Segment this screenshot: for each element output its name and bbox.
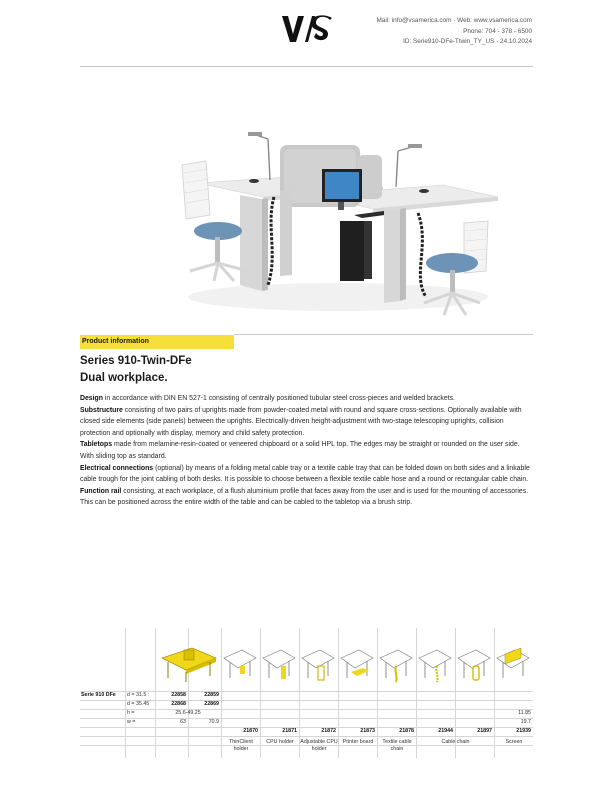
accessory-label: Screen: [505, 739, 523, 745]
desc-term: Function rail: [80, 487, 122, 495]
table-grid-line: [80, 709, 533, 710]
product-table: [80, 628, 533, 758]
product-image: [168, 125, 504, 325]
accessory-code: 21870: [243, 728, 258, 734]
contact-id: ID: Serie910-DFe-Ttwin_TY_US · 24.10.2024: [403, 38, 532, 45]
table-grid-line: [80, 736, 533, 737]
desc-text: (optional) by means of a folding metal cable tray or a textile cable tray that can be folded down on both sides and a linkable cable trough for the joint cabling of both desks. It is possible to choose between a flexible textile cable hose and a round or rectangular cable chain.: [80, 464, 530, 484]
desc-term: Substructure: [80, 406, 123, 414]
desc-paragraph: [80, 463, 533, 486]
desc-paragraph: [80, 405, 533, 440]
adjustable-cpu-holder-thumbnail: [300, 636, 336, 684]
header-divider: [80, 66, 533, 67]
printer-board-thumbnail: [339, 636, 375, 684]
accessory-label: CPU holder: [266, 739, 294, 745]
desc-text: in accordance with DIN EN 527-1 consisting of centrally positioned tubular steel cross-pieces and welded brackets.: [102, 395, 455, 402]
desc-term: Electrical connections: [80, 464, 154, 472]
height-value: 25.6-49.25: [175, 710, 201, 716]
dim-label: h =: [127, 710, 135, 716]
section-tag: Product information: [80, 335, 234, 349]
series-label: Serie 910 DFe: [81, 692, 116, 698]
accessory-label: Printer board: [342, 739, 374, 745]
contact-phone: Phone: 704 - 378 - 6500: [463, 27, 532, 35]
article-code: 22859: [204, 692, 219, 698]
accessory-code: 21944: [438, 728, 453, 734]
accessory-code: 21939: [516, 728, 531, 734]
dim-label: w =: [127, 719, 136, 725]
accessory-code: 21871: [282, 728, 297, 734]
section-divider: [234, 334, 533, 335]
accessory-code: 21872: [321, 728, 336, 734]
desc-paragraph: [80, 439, 533, 462]
accessory-code: 21873: [360, 728, 375, 734]
dim-label: d = 31.5 :: [127, 692, 150, 698]
product-title: Series 910-Twin-DFe: [80, 355, 192, 367]
desc-paragraph: [80, 393, 533, 405]
desc-text: made from melamine-resin-coated or veneered chipboard or a solid HPL top. The edges may be straight or rounded on the user side. With sliding top as standard.: [80, 441, 520, 460]
article-code: 22858: [171, 692, 186, 698]
product-subtitle: Dual workplace.: [80, 372, 168, 384]
article-code: 22868: [171, 701, 186, 707]
accessory-label: Cable chain: [441, 739, 470, 745]
desc-term: Tabletops: [80, 441, 113, 449]
accessory-label: ThinClient holder: [229, 739, 253, 752]
accessory-label: Textile cable chain: [382, 739, 412, 752]
product-description: [80, 393, 533, 509]
cable-chain-variant-thumbnail: [456, 636, 492, 684]
accessory-label: Adjustable CPU holder: [300, 739, 338, 752]
table-grid-line: [80, 718, 533, 719]
cable-chain-thumbnail: [417, 636, 453, 684]
cpu-holder-thumbnail: [261, 636, 297, 684]
width-value: 63: [180, 719, 186, 725]
thinclient-holder-thumbnail: [222, 636, 258, 684]
desc-text: consisting, at each workplace, of a flush aluminium profile that faces away from the user and is used for the mounting of accessories. This can be positioned across the entire width of the table and can be cabled to the tabletop via a brush strip.: [80, 487, 529, 507]
vs-logo: [281, 14, 333, 44]
contact-mail-web: Mail: info@vsamerica.com · Web: www.vsamerica.com: [376, 17, 532, 24]
accessory-code: 21897: [477, 728, 492, 734]
desk-variant-thumbnail: [158, 636, 220, 684]
desc-term: Design: [80, 395, 103, 402]
contact-block: [376, 16, 532, 48]
screen-thumbnail: [495, 636, 531, 684]
screen-height-value: 11.85: [518, 710, 531, 716]
accessory-code: 21878: [399, 728, 414, 734]
width-value: 70.9: [208, 719, 219, 725]
desc-text: consisting of two pairs of uprights made from powder-coated metal with round and square cross-sections. Optionally available with closed side elements (side panels) between the uprights. Electrically-driven height-adjustment with two-stage telescoping uprights, collision protection and optionally with display, memory and child safety protection.: [80, 406, 522, 437]
dim-label: d = 35.45: [127, 701, 150, 707]
desc-paragraph: [80, 486, 533, 509]
textile-cable-chain-thumbnail: [378, 636, 414, 684]
product-title-block: [80, 353, 192, 387]
screen-width-value: 19.7: [520, 719, 531, 725]
article-code: 22869: [204, 701, 219, 707]
table-grid-line: [125, 628, 126, 758]
